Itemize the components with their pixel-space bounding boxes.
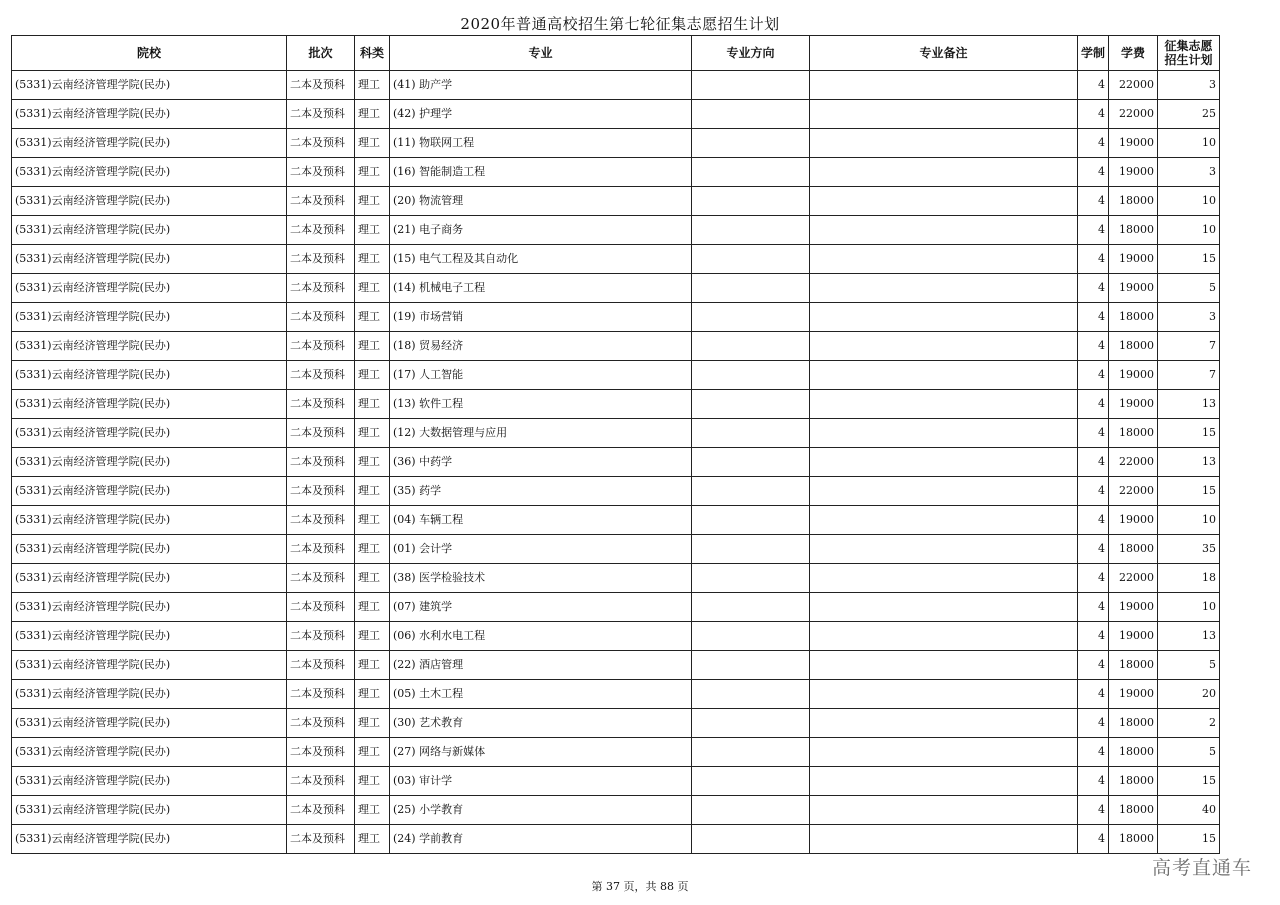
cell-remark [810, 129, 1078, 158]
cell-school: (5331)云南经济管理学院(民办) [12, 448, 287, 477]
cell-batch: 二本及预科 [287, 100, 355, 129]
cell-years: 4 [1078, 796, 1109, 825]
cell-remark [810, 709, 1078, 738]
table-body [12, 71, 1220, 854]
cell-category: 理工 [355, 651, 390, 680]
cell-plan: 25 [1158, 100, 1220, 129]
cell-direction [692, 419, 810, 448]
cell-major: (24) 学前教育 [390, 825, 692, 854]
cell-major: (17) 人工智能 [390, 361, 692, 390]
cell-fee: 18000 [1109, 651, 1158, 680]
cell-school: (5331)云南经济管理学院(民办) [12, 419, 287, 448]
cell-fee: 22000 [1109, 71, 1158, 100]
cell-direction [692, 738, 810, 767]
cell-major: (16) 智能制造工程 [390, 158, 692, 187]
cell-years: 4 [1078, 506, 1109, 535]
cell-fee: 22000 [1109, 477, 1158, 506]
cell-school: (5331)云南经济管理学院(民办) [12, 216, 287, 245]
cell-fee: 22000 [1109, 448, 1158, 477]
cell-years: 4 [1078, 390, 1109, 419]
cell-batch: 二本及预科 [287, 506, 355, 535]
cell-category: 理工 [355, 680, 390, 709]
cell-fee: 19000 [1109, 622, 1158, 651]
cell-major: (41) 助产学 [390, 71, 692, 100]
cell-batch: 二本及预科 [287, 709, 355, 738]
cell-batch: 二本及预科 [287, 738, 355, 767]
cell-years: 4 [1078, 100, 1109, 129]
cell-batch: 二本及预科 [287, 448, 355, 477]
cell-plan: 15 [1158, 245, 1220, 274]
cell-direction [692, 564, 810, 593]
cell-plan: 15 [1158, 419, 1220, 448]
cell-plan: 2 [1158, 709, 1220, 738]
table-row [12, 448, 1220, 477]
header-plan-line2: 招生计划 [1164, 53, 1213, 67]
cell-years: 4 [1078, 419, 1109, 448]
cell-plan: 10 [1158, 187, 1220, 216]
cell-remark [810, 796, 1078, 825]
table-row [12, 361, 1220, 390]
cell-batch: 二本及预科 [287, 593, 355, 622]
cell-batch: 二本及预科 [287, 187, 355, 216]
cell-fee: 18000 [1109, 535, 1158, 564]
cell-plan: 3 [1158, 71, 1220, 100]
cell-school: (5331)云南经济管理学院(民办) [12, 332, 287, 361]
table-row [12, 506, 1220, 535]
cell-years: 4 [1078, 361, 1109, 390]
cell-years: 4 [1078, 535, 1109, 564]
table-row [12, 274, 1220, 303]
cell-school: (5331)云南经济管理学院(民办) [12, 535, 287, 564]
cell-direction [692, 825, 810, 854]
watermark: 高考直通车 [1151, 857, 1252, 879]
cell-direction [692, 477, 810, 506]
cell-plan: 3 [1158, 158, 1220, 187]
table-row [12, 593, 1220, 622]
cell-years: 4 [1078, 158, 1109, 187]
table-row [12, 767, 1220, 796]
cell-batch: 二本及预科 [287, 535, 355, 564]
cell-major: (05) 土木工程 [390, 680, 692, 709]
cell-remark [810, 651, 1078, 680]
table-row [12, 738, 1220, 767]
header-major: 专业 [390, 36, 692, 71]
cell-category: 理工 [355, 796, 390, 825]
table-row [12, 419, 1220, 448]
table-row [12, 796, 1220, 825]
cell-major: (18) 贸易经济 [390, 332, 692, 361]
cell-remark [810, 622, 1078, 651]
cell-major: (03) 审计学 [390, 767, 692, 796]
table-row [12, 332, 1220, 361]
cell-remark [810, 361, 1078, 390]
cell-fee: 18000 [1109, 709, 1158, 738]
cell-direction [692, 332, 810, 361]
cell-years: 4 [1078, 477, 1109, 506]
cell-remark [810, 535, 1078, 564]
cell-batch: 二本及预科 [287, 825, 355, 854]
cell-school: (5331)云南经济管理学院(民办) [12, 796, 287, 825]
cell-fee: 22000 [1109, 564, 1158, 593]
table-header-row [12, 36, 1220, 71]
cell-plan: 40 [1158, 796, 1220, 825]
cell-plan: 5 [1158, 738, 1220, 767]
cell-batch: 二本及预科 [287, 245, 355, 274]
cell-category: 理工 [355, 738, 390, 767]
cell-remark [810, 71, 1078, 100]
header-school: 院校 [12, 36, 287, 71]
cell-batch: 二本及预科 [287, 564, 355, 593]
cell-school: (5331)云南经济管理学院(民办) [12, 100, 287, 129]
table-row [12, 71, 1220, 100]
cell-category: 理工 [355, 332, 390, 361]
cell-school: (5331)云南经济管理学院(民办) [12, 390, 287, 419]
cell-batch: 二本及预科 [287, 390, 355, 419]
cell-school: (5331)云南经济管理学院(民办) [12, 680, 287, 709]
cell-school: (5331)云南经济管理学院(民办) [12, 158, 287, 187]
cell-direction [692, 535, 810, 564]
cell-years: 4 [1078, 825, 1109, 854]
cell-major: (27) 网络与新媒体 [390, 738, 692, 767]
cell-category: 理工 [355, 767, 390, 796]
header-plan-line1: 征集志愿 [1164, 39, 1213, 53]
cell-plan: 10 [1158, 593, 1220, 622]
header-years: 学制 [1078, 36, 1109, 71]
table-row [12, 825, 1220, 854]
cell-direction [692, 71, 810, 100]
cell-category: 理工 [355, 216, 390, 245]
cell-fee: 18000 [1109, 187, 1158, 216]
cell-years: 4 [1078, 564, 1109, 593]
table-row [12, 651, 1220, 680]
cell-batch: 二本及预科 [287, 477, 355, 506]
cell-remark [810, 680, 1078, 709]
cell-batch: 二本及预科 [287, 332, 355, 361]
cell-category: 理工 [355, 477, 390, 506]
cell-school: (5331)云南经济管理学院(民办) [12, 738, 287, 767]
table-row [12, 709, 1220, 738]
cell-years: 4 [1078, 767, 1109, 796]
cell-school: (5331)云南经济管理学院(民办) [12, 71, 287, 100]
cell-category: 理工 [355, 303, 390, 332]
cell-plan: 7 [1158, 361, 1220, 390]
cell-remark [810, 216, 1078, 245]
cell-category: 理工 [355, 622, 390, 651]
table-row [12, 245, 1220, 274]
cell-school: (5331)云南经济管理学院(民办) [12, 129, 287, 158]
cell-direction [692, 390, 810, 419]
table-row [12, 100, 1220, 129]
cell-plan: 5 [1158, 651, 1220, 680]
cell-batch: 二本及预科 [287, 622, 355, 651]
cell-plan: 15 [1158, 767, 1220, 796]
table-row [12, 622, 1220, 651]
cell-plan: 13 [1158, 622, 1220, 651]
cell-school: (5331)云南经济管理学院(民办) [12, 622, 287, 651]
cell-fee: 19000 [1109, 506, 1158, 535]
cell-remark [810, 738, 1078, 767]
cell-years: 4 [1078, 593, 1109, 622]
cell-direction [692, 187, 810, 216]
cell-remark [810, 390, 1078, 419]
cell-direction [692, 100, 810, 129]
cell-major: (12) 大数据管理与应用 [390, 419, 692, 448]
cell-major: (42) 护理学 [390, 100, 692, 129]
cell-category: 理工 [355, 361, 390, 390]
cell-fee: 18000 [1109, 419, 1158, 448]
cell-direction [692, 767, 810, 796]
cell-years: 4 [1078, 622, 1109, 651]
header-category: 科类 [355, 36, 390, 71]
cell-plan: 10 [1158, 129, 1220, 158]
cell-direction [692, 158, 810, 187]
cell-major: (06) 水利水电工程 [390, 622, 692, 651]
cell-school: (5331)云南经济管理学院(民办) [12, 303, 287, 332]
cell-remark [810, 332, 1078, 361]
cell-direction [692, 274, 810, 303]
cell-remark [810, 477, 1078, 506]
cell-fee: 18000 [1109, 767, 1158, 796]
cell-plan: 20 [1158, 680, 1220, 709]
cell-remark [810, 100, 1078, 129]
header-batch: 批次 [287, 36, 355, 71]
cell-category: 理工 [355, 274, 390, 303]
cell-school: (5331)云南经济管理学院(民办) [12, 709, 287, 738]
cell-remark [810, 274, 1078, 303]
cell-years: 4 [1078, 274, 1109, 303]
cell-major: (36) 中药学 [390, 448, 692, 477]
cell-fee: 19000 [1109, 274, 1158, 303]
cell-direction [692, 245, 810, 274]
cell-batch: 二本及预科 [287, 216, 355, 245]
cell-years: 4 [1078, 187, 1109, 216]
cell-category: 理工 [355, 448, 390, 477]
cell-school: (5331)云南经济管理学院(民办) [12, 477, 287, 506]
cell-batch: 二本及预科 [287, 274, 355, 303]
cell-fee: 19000 [1109, 593, 1158, 622]
cell-fee: 19000 [1109, 158, 1158, 187]
cell-school: (5331)云南经济管理学院(民办) [12, 564, 287, 593]
cell-category: 理工 [355, 419, 390, 448]
cell-remark [810, 506, 1078, 535]
cell-remark [810, 564, 1078, 593]
cell-major: (19) 市场营销 [390, 303, 692, 332]
cell-fee: 18000 [1109, 332, 1158, 361]
cell-major: (04) 车辆工程 [390, 506, 692, 535]
cell-school: (5331)云南经济管理学院(民办) [12, 187, 287, 216]
cell-school: (5331)云南经济管理学院(民办) [12, 651, 287, 680]
header-direction: 专业方向 [692, 36, 810, 71]
page-footer: 第 37 页，共 88 页 [591, 880, 689, 893]
cell-batch: 二本及预科 [287, 651, 355, 680]
cell-plan: 35 [1158, 535, 1220, 564]
cell-category: 理工 [355, 535, 390, 564]
cell-school: (5331)云南经济管理学院(民办) [12, 245, 287, 274]
cell-years: 4 [1078, 680, 1109, 709]
cell-category: 理工 [355, 129, 390, 158]
table-row [12, 680, 1220, 709]
cell-major: (07) 建筑学 [390, 593, 692, 622]
header-remark: 专业备注 [810, 36, 1078, 71]
cell-category: 理工 [355, 825, 390, 854]
cell-remark [810, 158, 1078, 187]
cell-remark [810, 448, 1078, 477]
cell-years: 4 [1078, 129, 1109, 158]
cell-years: 4 [1078, 448, 1109, 477]
cell-school: (5331)云南经济管理学院(民办) [12, 767, 287, 796]
cell-plan: 7 [1158, 332, 1220, 361]
cell-years: 4 [1078, 709, 1109, 738]
cell-category: 理工 [355, 158, 390, 187]
cell-direction [692, 216, 810, 245]
cell-direction [692, 506, 810, 535]
cell-plan: 5 [1158, 274, 1220, 303]
cell-major: (20) 物流管理 [390, 187, 692, 216]
header-plan [1158, 36, 1220, 71]
table-row [12, 535, 1220, 564]
cell-remark [810, 303, 1078, 332]
cell-major: (30) 艺术教育 [390, 709, 692, 738]
cell-category: 理工 [355, 390, 390, 419]
table-row [12, 129, 1220, 158]
table-row [12, 477, 1220, 506]
cell-plan: 15 [1158, 825, 1220, 854]
cell-fee: 18000 [1109, 303, 1158, 332]
cell-batch: 二本及预科 [287, 303, 355, 332]
cell-category: 理工 [355, 709, 390, 738]
cell-years: 4 [1078, 332, 1109, 361]
cell-major: (35) 药学 [390, 477, 692, 506]
cell-fee: 22000 [1109, 100, 1158, 129]
cell-fee: 18000 [1109, 738, 1158, 767]
cell-years: 4 [1078, 71, 1109, 100]
cell-category: 理工 [355, 506, 390, 535]
cell-category: 理工 [355, 187, 390, 216]
cell-batch: 二本及预科 [287, 158, 355, 187]
table-row [12, 216, 1220, 245]
cell-major: (11) 物联网工程 [390, 129, 692, 158]
cell-category: 理工 [355, 100, 390, 129]
cell-fee: 18000 [1109, 825, 1158, 854]
table-row [12, 158, 1220, 187]
cell-direction [692, 680, 810, 709]
cell-plan: 13 [1158, 448, 1220, 477]
cell-major: (38) 医学检验技术 [390, 564, 692, 593]
table-row [12, 187, 1220, 216]
cell-years: 4 [1078, 738, 1109, 767]
cell-direction [692, 651, 810, 680]
cell-batch: 二本及预科 [287, 129, 355, 158]
cell-years: 4 [1078, 651, 1109, 680]
cell-batch: 二本及预科 [287, 419, 355, 448]
cell-direction [692, 303, 810, 332]
page-title: 2020年普通高校招生第七轮征集志愿招生计划 [460, 15, 780, 33]
cell-category: 理工 [355, 71, 390, 100]
cell-fee: 19000 [1109, 680, 1158, 709]
cell-remark [810, 593, 1078, 622]
enrollment-plan-table [11, 35, 1220, 854]
cell-remark [810, 767, 1078, 796]
cell-years: 4 [1078, 303, 1109, 332]
cell-fee: 19000 [1109, 361, 1158, 390]
cell-remark [810, 245, 1078, 274]
cell-category: 理工 [355, 593, 390, 622]
table-row [12, 303, 1220, 332]
cell-direction [692, 622, 810, 651]
cell-remark [810, 187, 1078, 216]
cell-plan: 18 [1158, 564, 1220, 593]
cell-school: (5331)云南经济管理学院(民办) [12, 825, 287, 854]
cell-direction [692, 129, 810, 158]
cell-plan: 10 [1158, 216, 1220, 245]
cell-school: (5331)云南经济管理学院(民办) [12, 274, 287, 303]
cell-years: 4 [1078, 216, 1109, 245]
cell-category: 理工 [355, 245, 390, 274]
cell-plan: 13 [1158, 390, 1220, 419]
cell-remark [810, 419, 1078, 448]
cell-batch: 二本及预科 [287, 796, 355, 825]
cell-batch: 二本及预科 [287, 767, 355, 796]
cell-major: (15) 电气工程及其自动化 [390, 245, 692, 274]
cell-batch: 二本及预科 [287, 680, 355, 709]
cell-school: (5331)云南经济管理学院(民办) [12, 506, 287, 535]
header-fee: 学费 [1109, 36, 1158, 71]
cell-major: (25) 小学教育 [390, 796, 692, 825]
cell-fee: 18000 [1109, 796, 1158, 825]
cell-direction [692, 593, 810, 622]
cell-major: (21) 电子商务 [390, 216, 692, 245]
cell-batch: 二本及预科 [287, 361, 355, 390]
cell-fee: 18000 [1109, 216, 1158, 245]
cell-category: 理工 [355, 564, 390, 593]
cell-direction [692, 796, 810, 825]
cell-plan: 15 [1158, 477, 1220, 506]
table-row [12, 390, 1220, 419]
cell-plan: 3 [1158, 303, 1220, 332]
cell-direction [692, 709, 810, 738]
cell-major: (14) 机械电子工程 [390, 274, 692, 303]
cell-remark [810, 825, 1078, 854]
cell-direction [692, 448, 810, 477]
cell-major: (01) 会计学 [390, 535, 692, 564]
cell-fee: 19000 [1109, 129, 1158, 158]
cell-batch: 二本及预科 [287, 71, 355, 100]
cell-fee: 19000 [1109, 245, 1158, 274]
cell-major: (22) 酒店管理 [390, 651, 692, 680]
cell-major: (13) 软件工程 [390, 390, 692, 419]
cell-school: (5331)云南经济管理学院(民办) [12, 361, 287, 390]
cell-plan: 10 [1158, 506, 1220, 535]
cell-fee: 19000 [1109, 390, 1158, 419]
cell-years: 4 [1078, 245, 1109, 274]
cell-school: (5331)云南经济管理学院(民办) [12, 593, 287, 622]
table-row [12, 564, 1220, 593]
cell-direction [692, 361, 810, 390]
